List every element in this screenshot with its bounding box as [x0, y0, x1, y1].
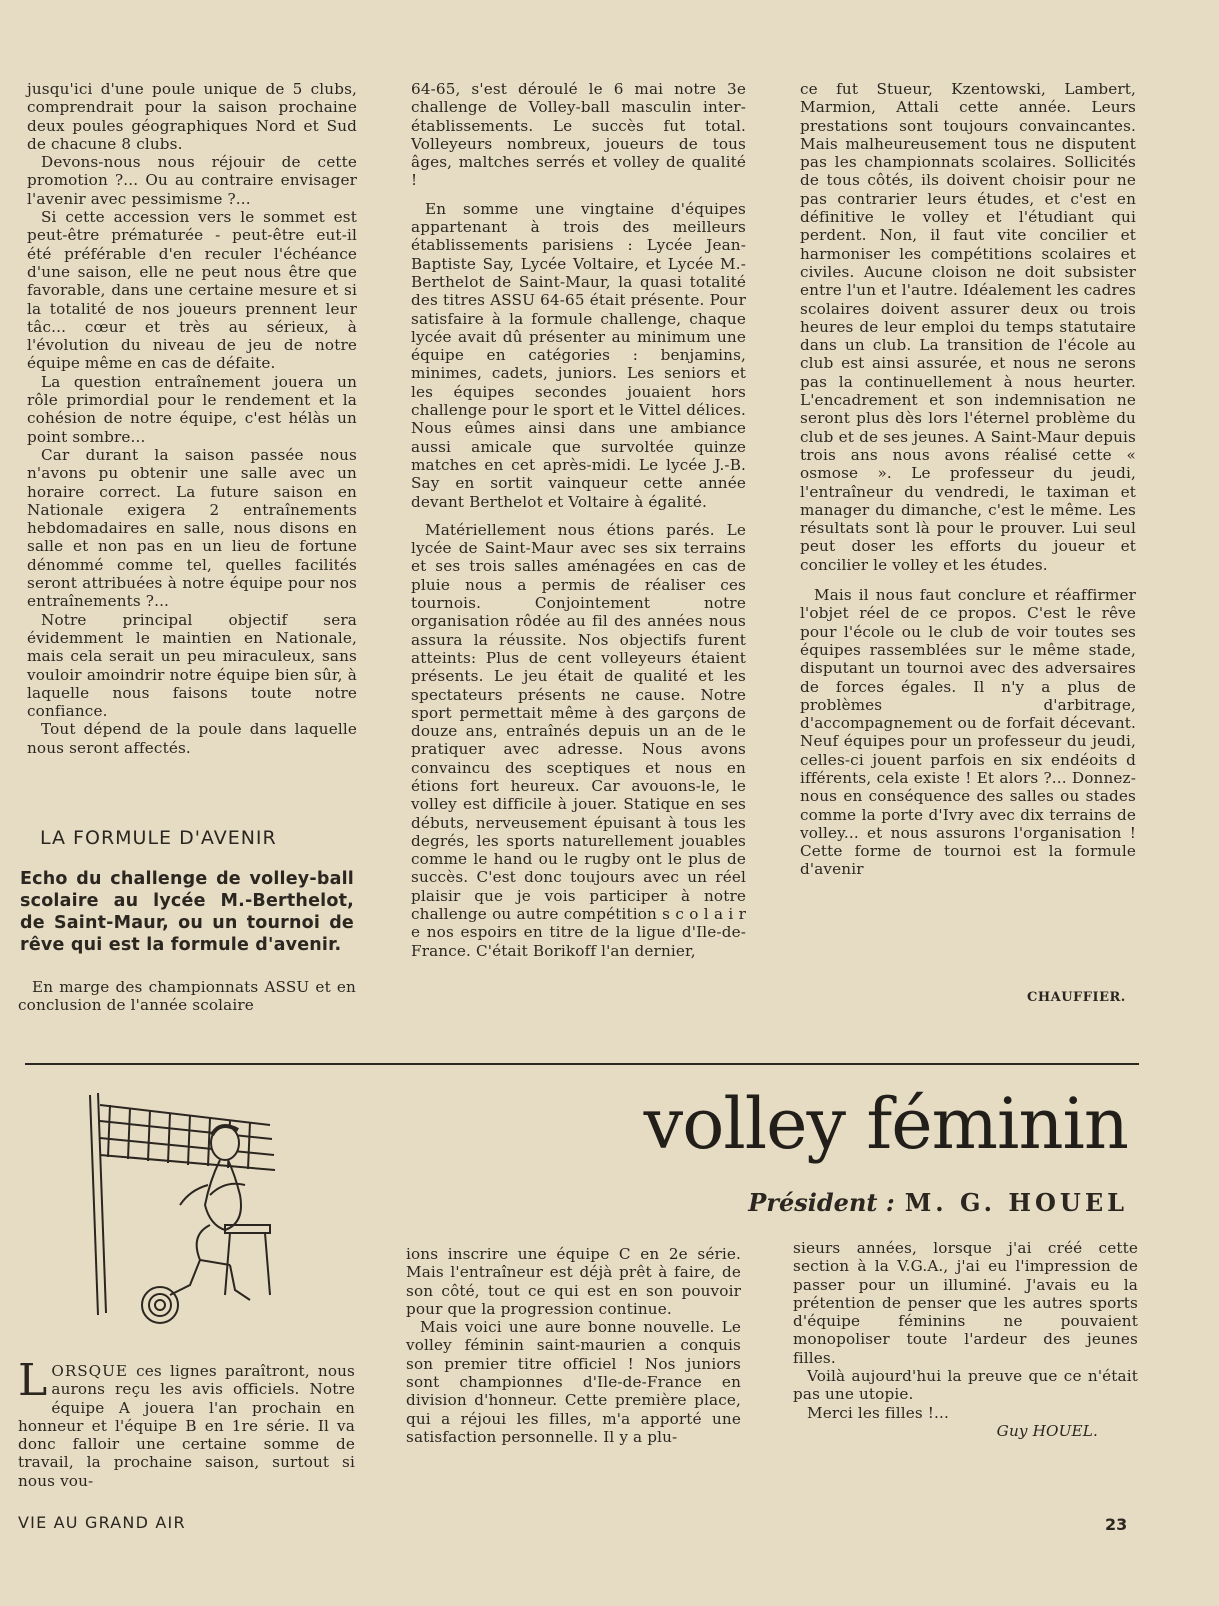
paragraph: Tout dépend de la poule dans laquelle nous seront affectés.: [27, 720, 357, 757]
paragraph: 64-65, s'est déroulé le 6 mai notre 3e challenge de Volley-ball masculin inter-établissements. Le succès fut total. Volleyeurs nombreux, joueurs de tous âges, maltches serrés et volley de qualité !: [411, 80, 746, 190]
paragraph: ce fut Stueur, Kzentowski, Lambert, Marmion, Attali cette année. Leurs prestations sont toujours convaincantes. Mais malheureusement tous ne disputent pas les championnats scolaires. Sollicités de tous côtés, ils doivent choisir pour ne pas contrarier leurs études, et c'est en définitive le volley et l'étudiant qui perdent. Non, il faut vite concilier et harmoniser les compétitions scolaires et civiles. Aucune cloison ne doit subsister entre l'un et l'autre. Idéalement les cadres scolaires doivent assurer deux ou trois heures de leur emploi du temps statutaire dans un club. La transition de l'école au club est ainsi assurée, et nous ne serons pas la continuellement à nous heurter. L'encadrement et son indemnisation ne seront plus dès lors l'éternel problème du club et de ses jeunes. A Saint-Maur depuis trois ans nous avons réalisé cette « osmose ». Le professeur du jeudi, l'entraîneur du vendredi, le taximan et manager du dimanche, c'est le même. Les résultats sont là pour le prouver. Lui seul peut doser les efforts du joueur et concilier le volley et les études.: [800, 80, 1136, 574]
article-column-2: [411, 80, 746, 960]
president-label: Président :: [748, 1188, 895, 1217]
paragraph: En marge des championnats ASSU et en conclusion de l'année scolaire: [18, 978, 356, 1015]
signature-chauffier: CHAUFFIER.: [1027, 990, 1126, 1005]
paragraph: Notre principal objectif sera évidemment le maintien en Nationale, mais cela serait un peu miraculeux, sans vouloir amoindrir notre équipe bien sûr, à laquelle nous faisons toute notre confiance.: [27, 610, 357, 721]
paragraph: sieurs années, lorsque j'ai créé cette section à la V.G.A., j'ai eu l'impression de passer pour un illuminé. J'avais eu la prétention de penser que les autres sports d'équipe féminins ne pouvaient monopoliser toute l'ardeur des jeunes filles.: [793, 1239, 1138, 1367]
feminin-column-2: [406, 1245, 741, 1446]
paragraph: ions inscrire une équipe C en 2e série. Mais l'entraîneur est déjà prêt à faire, de son côté, tout ce qui est en son pouvoir pour que la progression continue.: [406, 1245, 741, 1318]
paragraph: Mais voici une aure bonne nouvelle. Le volley féminin saint-maurien a conquis son premier titre officiel ! Nos juniors sont championnes d'Ile-de-France en division d'honneur. Cette première place, qui a réjoui les filles, m'a apporté une satisfaction personnelle. Il y a plu-: [406, 1318, 741, 1446]
paragraph: jusqu'ici d'une poule unique de 5 clubs, comprendrait pour la saison prochaine deux poules géographiques Nord et Sud de chacune 8 clubs.: [27, 80, 357, 153]
signature-houel: Guy HOUEL.: [996, 1421, 1098, 1440]
article-intro: [18, 978, 356, 1015]
page-title: volley féminin: [643, 1083, 1128, 1165]
paragraph: Voilà aujourd'hui la preuve que ce n'était pas une utopie.: [793, 1367, 1138, 1404]
article-column-1: [27, 80, 357, 757]
feminin-column-1: [18, 1355, 355, 1490]
lead-caps: ORSQUE: [51, 1362, 129, 1380]
section-heading: LA FORMULE D'AVENIR: [40, 827, 277, 849]
magazine-name: VIE AU GRAND AIR: [18, 1513, 186, 1532]
volleyball-player-illustration: [60, 1085, 330, 1335]
paragraph: La question entraînement jouera un rôle primordial pour le rendement et la cohésion de notre équipe, c'est hélàs un point sombre...: [27, 372, 357, 446]
dropcap: L: [18, 1355, 48, 1406]
paragraph: Devons-nous nous réjouir de cette promotion ?... Ou au contraire envisager l'avenir avec pessimisme ?...: [27, 153, 357, 208]
paragraph-text: ces lignes paraîtront, nous aurons reçu les avis officiels. Notre équipe A jouera l'an prochain en honneur et l'équipe B en 1re série. Il va donc falloir une certaine somme de travail, la prochaine saison, surtout si nous vou-: [18, 1362, 355, 1490]
president-line: [748, 1188, 1128, 1217]
page-number: 23: [1105, 1515, 1128, 1534]
article-subheading: Echo du challenge de volley-ball scolaire au lycée M.-Berthelot, de Saint-Maur, ou un tournoi de rêve qui est la formule d'avenir.: [20, 869, 354, 955]
paragraph: En somme une vingtaine d'équipes appartenant à trois des meilleurs établissements parisiens : Lycée Jean-Baptiste Say, Lycée Voltaire, et Lycée M.-Berthelot de Saint-Maur, la quasi totalité des titres ASSU 64-65 était présente. Pour satisfaire à la formule challenge, chaque lycée avait dû présenter au minimum une équipe en catégories : benjamins, minimes, cadets, juniors. Les seniors et les équipes secondes jouaient hors challenge pour le sport et le Vittel délices. Nous eûmes ainsi dans une ambiance aussi amicale que survoltée quinze matches en cet après-midi. Le lycée J.-B. Say en sortit vainqueur cette année devant Berthelot et Voltaire à égalité.: [411, 199, 746, 511]
paragraph: Mais il nous faut conclure et réaffirmer l'objet réel de ce propos. C'est le rêve pour l'école ou le club de voir toutes ses équipes rassemblées sur le même stade, disputant un tournoi avec des adversaires de forces égales. Il n'y a plus de problèmes d'arbitrage, d'accompagnement ou de forfait décevant. Neuf équipes pour un professeur du jeudi, celles-ci jouent parfois en six endéoits d ifférents, cela existe ! Et alors ?... Donnez-nous en conséquence des salles ou stades comme la porte d'Ivry avec dix terrains de volley... et nous assurons l'organisation ! Cette forme de tournoi est la formule d'avenir: [800, 586, 1136, 879]
paragraph: Si cette accession vers le sommet est peut-être prématurée - peut-être eut-il été préférable d'en reculer l'échéance d'une saison, elle ne peut nous être que favorable, dans une certaine mesure et si la totalité de nos joueurs prennent leur tâc... cœur et très au sérieux, à l'évolution du niveau de jeu de notre équipe même en cas de défaite.: [27, 208, 357, 373]
section-divider: [25, 1063, 1139, 1065]
paragraph: Car durant la saison passée nous n'avons pu obtenir une salle avec un horaire correct. La future saison en Nationale exigera 2 entraînements hebdomadaires en salle, nous disons en salle et non pas en un lieu de fortune dénommé comme tel, quelles facilités seront attribuées à notre équipe pour nos entraînements ?...: [27, 445, 357, 611]
paragraph: Merci les filles !...: [807, 1403, 949, 1422]
article-column-3: [800, 80, 1136, 879]
paragraph: Matériellement nous étions parés. Le lycée de Saint-Maur avec ses six terrains et ses trois salles aménagées en cas de pluie nous a permis de réaliser ces tournois. Conjointement notre organisation rôdée au fil des années nous assura la réussite. Nos objectifs furent atteints: Plus de cent volleyeurs étaient présents. Le jeu était de qualité et les spectateurs présents ne cause. Notre sport permettait même à des garçons de douze ans, entraînés depuis un an de le pratiquer avec adresse. Nous avons convaincu des sceptiques et nous en étions fort heureux. Car avouons-le, le volley est difficile à jouer. Statique en ses débuts, nerveusement épuisant à tous les degrés, les sports naturellement jouables comme le hand ou le rugby ont le plus de succès. C'est donc toujours avec un réel plaisir que je vois participer à notre challenge ou autre compétition s c o l a i r e nos espoirs en titre de la ligue d'Ile-de-France. C'était Borikoff l'an dernier,: [411, 520, 746, 960]
feminin-column-3: [793, 1239, 1138, 1440]
president-name: M. G. HOUEL: [904, 1188, 1128, 1217]
paragraph: [18, 1355, 355, 1490]
